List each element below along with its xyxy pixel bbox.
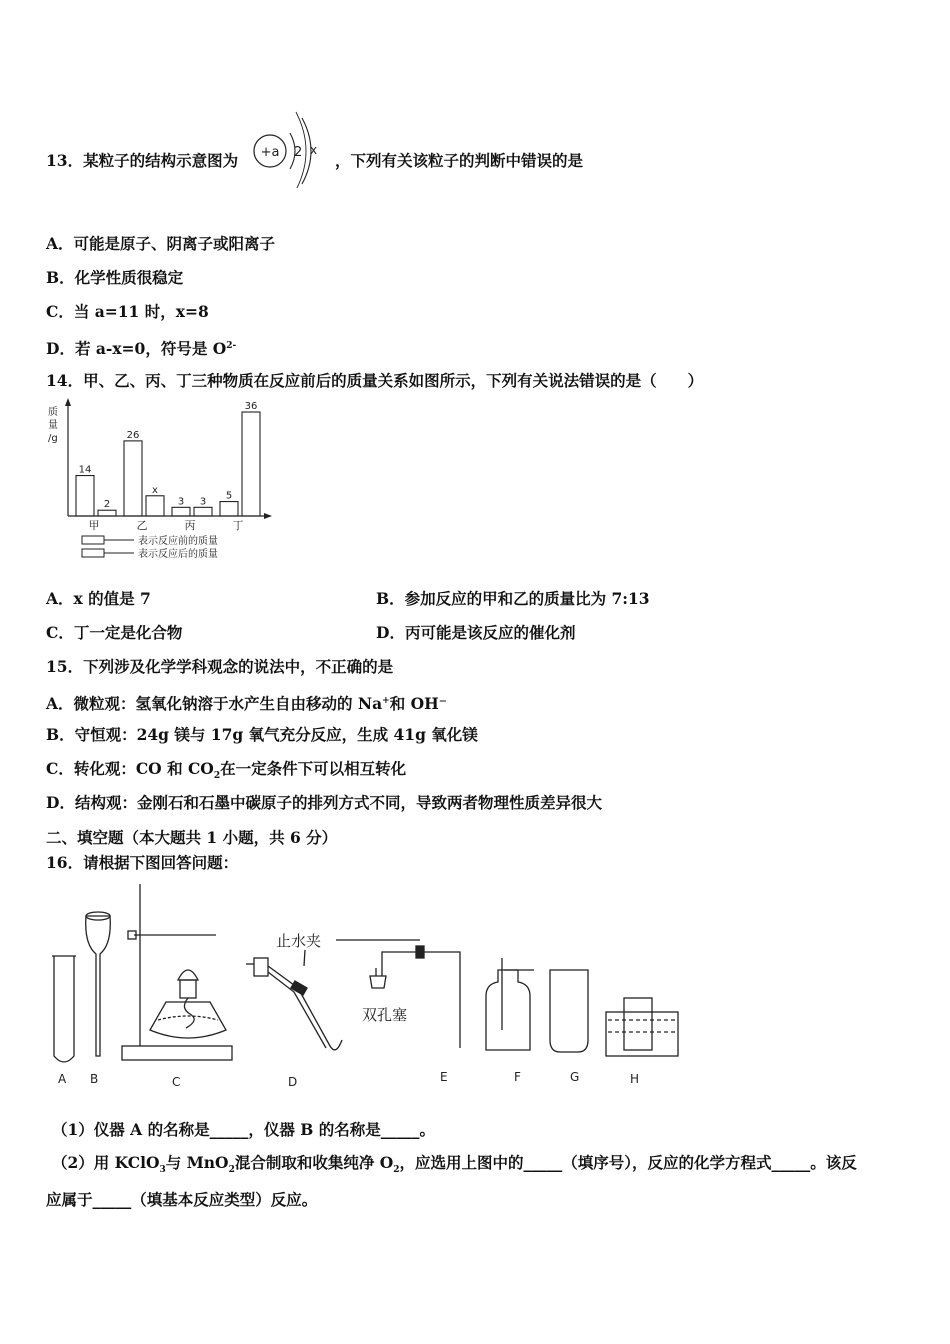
inner-shell-electrons: 2 xyxy=(294,145,303,160)
tube-e xyxy=(382,952,460,1048)
q13-stem xyxy=(46,150,238,172)
clamp-label: 止水夹 xyxy=(276,932,322,950)
lamp-liquid-c xyxy=(158,1016,218,1020)
bar-after-0 xyxy=(98,510,116,516)
atom-structure-diagram xyxy=(250,108,340,188)
bar-label-after-3: 36 xyxy=(244,401,258,412)
label-a: A xyxy=(58,1072,67,1086)
q16-sub2-d: ，应选用上图中的_____（填序号），反应的化学方程式_____。该反 xyxy=(399,1153,857,1172)
stopclip-e xyxy=(416,946,424,958)
bar-after-2 xyxy=(194,507,212,516)
q16-sub2-a: （2）用 KClO xyxy=(52,1153,160,1172)
category-label-0: 甲 xyxy=(88,519,100,532)
label-e: E xyxy=(440,1070,448,1084)
legend-label-before: 表示反应前的质量 xyxy=(138,536,218,547)
label-b: B xyxy=(90,1072,99,1086)
bottle-f xyxy=(486,970,530,1050)
q14-option-b: B．参加反应的甲和乙的质量比为 7:13 xyxy=(376,589,650,608)
q16-sub2-s3: 2 xyxy=(393,1165,400,1176)
q16-sub2-c: 混合制取和收集纯净 O xyxy=(234,1153,394,1172)
q15-stem: 15．下列涉及化学学科观念的说法中，不正确的是 xyxy=(46,657,394,676)
q13-suffix: ，下列有关该粒子的判断中错误的是 xyxy=(335,151,584,170)
label-d: D xyxy=(288,1075,298,1089)
bar-label-before-0: 14 xyxy=(78,464,92,476)
bar-after-3 xyxy=(242,412,260,516)
q15-option-a-tail: 和 OH⁻ xyxy=(389,694,447,714)
q13-option-a: A．可能是原子、阴离子或阳离子 xyxy=(46,234,276,253)
legend-swatch-after xyxy=(82,549,104,557)
q15-option-d: D．结构观：金刚石和石墨中碳原子的排列方式不同，导致两者物理性质差异很大 xyxy=(46,793,602,812)
bottle-h xyxy=(624,998,652,1050)
clamp-pointer xyxy=(304,950,305,966)
stopper-e xyxy=(370,976,386,988)
q13-option-b: B．化学性质很稳定 xyxy=(46,268,184,287)
stopper-label: 双孔塞 xyxy=(362,1006,408,1024)
lamp-cap-c xyxy=(178,970,198,980)
nucleus-charge: +a xyxy=(260,145,280,160)
bar-before-0 xyxy=(76,476,94,516)
test-tube-a xyxy=(54,956,74,1062)
q16-stem: 16．请根据下图回答问题： xyxy=(46,853,239,872)
label-g: G xyxy=(570,1070,580,1084)
bar-label-after-2: 3 xyxy=(199,496,207,508)
q16-sub1: （1）仪器 A 的名称是_____，仪器 B 的名称是_____。 xyxy=(52,1120,435,1139)
q15-option-b: B．守恒观：24g 镁与 17g 氧气充分反应，生成 41g 氧化镁 xyxy=(46,725,478,744)
q15-option-c-tail: 在一定条件下可以相互转化 xyxy=(220,759,407,778)
chart-ylabel-1: 质 xyxy=(48,407,58,418)
q14-stem: 14．甲、乙、丙、丁三种物质在反应前后的质量关系如图所示，下列有关说法错误的是（ ） xyxy=(46,371,704,390)
bar-before-3 xyxy=(220,502,238,516)
legend-swatch-before xyxy=(82,536,104,544)
q15-option-a-sup: + xyxy=(382,696,390,706)
q16-sub2-s2: 2 xyxy=(228,1165,235,1176)
lamp-neck-c xyxy=(180,980,196,998)
chart-ylabel-2: 量 xyxy=(48,420,58,431)
q14-option-a: A．x 的值是 7 xyxy=(46,589,151,608)
q14-option-d: D．丙可能是该反应的催化剂 xyxy=(376,623,576,642)
q15-option-c xyxy=(46,758,406,787)
lamp-body-c xyxy=(150,1002,226,1038)
q15-option-c-text: C．转化观：CO 和 CO xyxy=(46,759,214,778)
clamp-d xyxy=(291,981,307,995)
stopper-d xyxy=(254,958,268,976)
bar-label-after-1: x xyxy=(152,484,158,496)
mass-bar-chart xyxy=(40,398,280,568)
stand-base-c xyxy=(122,1046,232,1060)
q13-suffix-line xyxy=(335,150,583,172)
category-label-3: 丁 xyxy=(232,519,244,532)
bar-before-1 xyxy=(124,441,142,516)
bar-label-after-0: 2 xyxy=(103,499,111,511)
bar-label-before-2: 3 xyxy=(177,496,185,508)
legend-label-after: 表示反应后的质量 xyxy=(138,549,218,560)
lab-apparatus-figure xyxy=(40,880,700,1090)
label-c: C xyxy=(172,1075,181,1089)
section-2-heading: 二、填空题（本大题共 1 小题，共 6 分） xyxy=(46,828,338,847)
q16-sub2-b: 与 MnO xyxy=(165,1153,229,1172)
cylinder-g xyxy=(550,970,588,1052)
q13-option-d-charge: 2- xyxy=(226,341,237,351)
q13-option-d-text: D．若 a-x=0，符号是 O xyxy=(46,339,227,359)
chart-y-arrow xyxy=(65,398,71,406)
q16-sub2 xyxy=(52,1152,857,1181)
q16-sub2-line2: 应属于_____（填基本反应类型）反应。 xyxy=(46,1190,318,1209)
q15-option-a xyxy=(46,690,447,715)
label-f: F xyxy=(514,1070,521,1084)
q14-option-c: C．丁一定是化合物 xyxy=(46,623,183,642)
q13-option-d xyxy=(46,335,236,360)
tube-d-bend xyxy=(268,966,342,1050)
category-label-2: 丙 xyxy=(184,519,196,532)
funnel-b xyxy=(86,916,111,1056)
q13-option-c: C．当 a=11 时，x=8 xyxy=(46,302,209,321)
q15-option-c-sub: 2 xyxy=(213,771,221,782)
q15-option-a-text: A．微粒观：氢氧化钠溶于水产生自由移动的 Na xyxy=(46,694,383,714)
label-h: H xyxy=(630,1072,640,1086)
q13-prefix: 13．某粒子的结构示意图为 xyxy=(46,151,239,170)
category-label-1: 乙 xyxy=(136,519,148,532)
bar-before-2 xyxy=(172,507,190,516)
bar-label-before-3: 5 xyxy=(225,490,233,502)
chart-x-arrow xyxy=(264,513,272,519)
bar-after-1 xyxy=(146,496,164,516)
outer-shell-electrons: x xyxy=(310,143,318,157)
bar-label-before-1: 26 xyxy=(126,429,140,441)
chart-ylabel-3: /g xyxy=(48,433,58,444)
q16-sub2-s1: 3 xyxy=(159,1165,166,1176)
